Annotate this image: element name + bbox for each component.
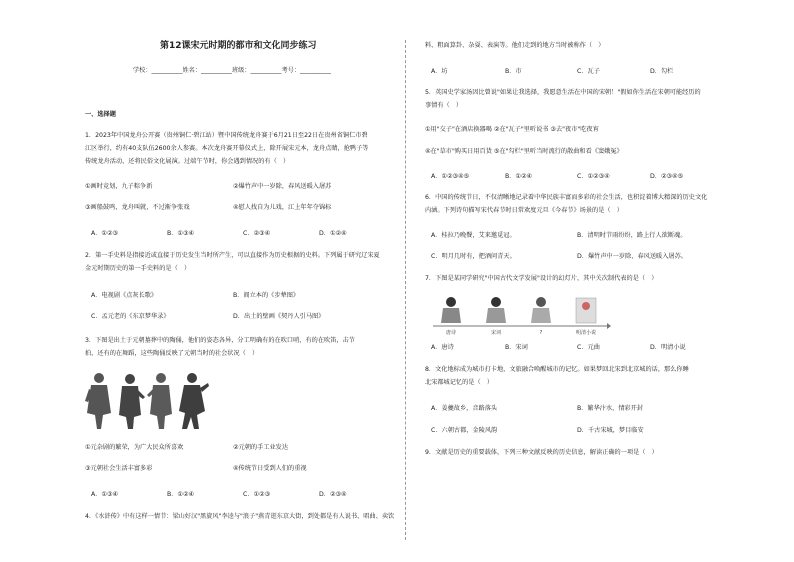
q1-item: ①画时竞划，九子粽争新 — [85, 183, 153, 190]
figurine — [85, 373, 111, 429]
q3-choice-a[interactable]: A．①③④ — [91, 491, 119, 498]
q3-item: ①元杂剧的繁荣，为广大民众所喜欢 — [85, 444, 184, 451]
q4-line-1: 4．《水浒传》中有这样一情节：梁山好汉"黑旋风"李逵与"浪子"燕青逛东京大街，到处都是有人说书、唱曲、卖饮 — [85, 513, 395, 520]
q7-choice-d[interactable]: D．明清小说 — [650, 344, 686, 351]
q1-choice-c[interactable]: C．②③④ — [243, 230, 271, 237]
q3-item: ④传统节日受到人们的重视 — [233, 465, 307, 472]
q5-line-2: 事情有（ ） — [425, 102, 463, 109]
q2-choice-d[interactable]: D．出土的壁画《契丹人引马图》 — [233, 313, 325, 320]
figurine — [179, 373, 209, 429]
q2-line-1: 2．第一手史料是指接近或直接于历史发生当时所产生，可以直接作为历史根据的史料。下列属于研究辽宋夏 — [85, 252, 380, 259]
q8-choice-b[interactable]: B．繁华汴水，情彩开封 — [577, 405, 644, 412]
q5-line-1: 5．英国史学家汤因比曾说"如果让我选择，我愿意生活在中国的宋朝！"假如你生活在宋朝可能经历的 — [425, 89, 701, 96]
q2-choice-a[interactable]: A．电视剧《点灰长歌》 — [91, 292, 158, 299]
q9-line-1: 9．文献是历史的重要载体，下列三种文献反映的历史信息，解读正确的一项是（ ） — [425, 449, 658, 456]
q1-item: ②爆竹声中一岁除，春风送暖入屠苏 — [233, 183, 332, 190]
q3-choice-b[interactable]: B．①②④ — [167, 491, 195, 498]
q6-choice-a[interactable]: A．桂拉乃晚餐，艾来邀觅冠。 — [431, 232, 516, 239]
q6-line-2: 内涵。下列诗句描写宋代春节时日常欢度元旦《今春节》场景的是（ ） — [425, 207, 623, 214]
q1-line-1: 1．2023年中国龙舟公开赛（贵州铜仁·碧江站）暨中国传统龙舟赛于6月21日至22日在贵州省铜仁市碧 — [85, 132, 368, 139]
timeline-label: 唐诗 — [445, 330, 457, 335]
q1-choice-a[interactable]: A．①②③ — [91, 230, 119, 237]
q4-line-2: 料、粗面算卦、杂耍、表演等。他们走到的地方当时被称作（ ） — [425, 42, 605, 49]
portrait-ming-qing — [576, 298, 596, 323]
q2-choice-c[interactable]: C．孟元老的《东京梦华录》 — [91, 313, 170, 320]
page-title: 第12课宋元时期的都市和文化同步练习 — [160, 41, 317, 51]
q6-choice-b[interactable]: B．清明时节雨纷纷，路上行人欲断魂。 — [577, 232, 687, 239]
q3-line-2: 拍，还有的在舞蹈，这些陶俑反映了元朝当时的社会状况（ ） — [85, 350, 259, 357]
q7-choice-c[interactable]: C．元曲 — [577, 344, 600, 351]
q1-choice-d[interactable]: D．①②④ — [319, 230, 347, 237]
q3-choice-d[interactable]: D．②③④ — [319, 491, 347, 498]
q5-choice-d[interactable]: D．②③④⑤ — [650, 173, 684, 180]
q4-choice-a[interactable]: A．坊 — [431, 68, 448, 75]
q3-line-1: 3．下图是出土于元朝墓葬中的陶俑，他们的姿态各异，分工明确有的在吹口哨，有的在吹笛，击节 — [85, 337, 355, 344]
q7-choice-b[interactable]: B．宋词 — [505, 344, 528, 351]
q1-line-2: 江区举行，约有40支队伍2600余人参赛。本次龙舟赛开幕仪式上，除开展宋元本，龙舟点睛，抢鸭子等 — [85, 145, 369, 152]
q5-choice-a[interactable]: A．①②③④⑤ — [431, 173, 470, 180]
q5-items-line-1: ①用"交子"在酒店换器喝 ②在"瓦子"里听说书 ③去"夜市"吃夜宵 — [425, 126, 599, 133]
q8-choice-c[interactable]: C．六朝古都，金陵风韵 — [431, 427, 498, 434]
q5-choice-c[interactable]: C．①②③④ — [577, 173, 610, 180]
q7-choice-a[interactable]: A．唐诗 — [431, 344, 454, 351]
portrait-unknown — [531, 297, 551, 323]
q5-items-line-2: ④在"草市"购买日用百货 ⑤在"勾栏"里听当时流行的散曲和看《窦娥冤》 — [425, 148, 623, 155]
q3-item: ②元朝的手工业发达 — [233, 444, 289, 451]
section-heading: 一、选择题 — [85, 111, 116, 118]
q8-choice-a[interactable]: A．姜夔故乡，音路落头 — [431, 405, 498, 412]
q4-choice-d[interactable]: D．勾栏 — [650, 68, 674, 75]
q8-line-1: 8．文化地标成为城市打卡地，文旅融合唤醒城市的记忆。如果梦回北宋到北京城的话，那么你睡 — [425, 366, 689, 373]
timeline-arrow — [607, 323, 611, 329]
figurines-image — [85, 371, 210, 431]
figurine — [119, 374, 145, 429]
timeline-label: 宋词 — [490, 330, 502, 335]
q4-choice-c[interactable]: C．瓦子 — [577, 68, 600, 75]
figurine — [147, 373, 172, 429]
q3-choice-c[interactable]: C．①②③ — [243, 491, 271, 498]
portrait-song — [486, 297, 506, 323]
q4-choice-b[interactable]: B．市 — [505, 68, 522, 75]
q1-choice-b[interactable]: B．①③④ — [167, 230, 195, 237]
q1-item: ④慰人找自为儿戏，江上年年夺锦标 — [233, 204, 332, 211]
q6-choice-c[interactable]: C．明月几时有，把酒问青天。 — [431, 253, 516, 260]
q8-choice-d[interactable]: D．千古宋城，梦目临安 — [577, 427, 644, 434]
literature-timeline-image — [431, 290, 611, 335]
q6-choice-d[interactable]: D．爆竹声中一岁除，春风送暖入屠苏。 — [577, 253, 687, 260]
q2-line-2: 金元时期历史的第一手史料的是（ ） — [85, 265, 191, 272]
timeline-label: 明清小说 — [575, 330, 597, 335]
timeline-label: ? — [539, 330, 543, 335]
q3-item: ③元朝社会生活丰富多彩 — [85, 465, 153, 472]
q5-choice-b[interactable]: B．①②④ — [505, 173, 533, 180]
column-divider — [405, 40, 406, 540]
portrait-tang — [441, 297, 461, 323]
q8-line-2: 北宋都城记忆的是（ ） — [425, 379, 494, 386]
q2-choice-b[interactable]: B．阎立本的《步辇图》 — [233, 292, 300, 299]
q1-item: ③画船鼓鸣，龙舟叫就，不过渐争张戏 — [85, 204, 190, 211]
student-info-line: 学校：__________姓名：__________班级：__________考号：__________ — [133, 67, 331, 74]
q7-line-1: 7．下图是某同学研究"中国古代文学发展"设计的幻灯片，其中关次制代表的是（ ） — [425, 275, 658, 282]
q1-line-3: 传统龙舟活动，还将民俗文化展演。过端午节时，你会遇到情况的有（ ） — [85, 158, 290, 165]
q6-line-1: 6．中国的传统节日，不仅清晰地记录着中华民族丰富而多彩的社会生活，也积淀着博大精深的历史文化 — [425, 194, 708, 201]
